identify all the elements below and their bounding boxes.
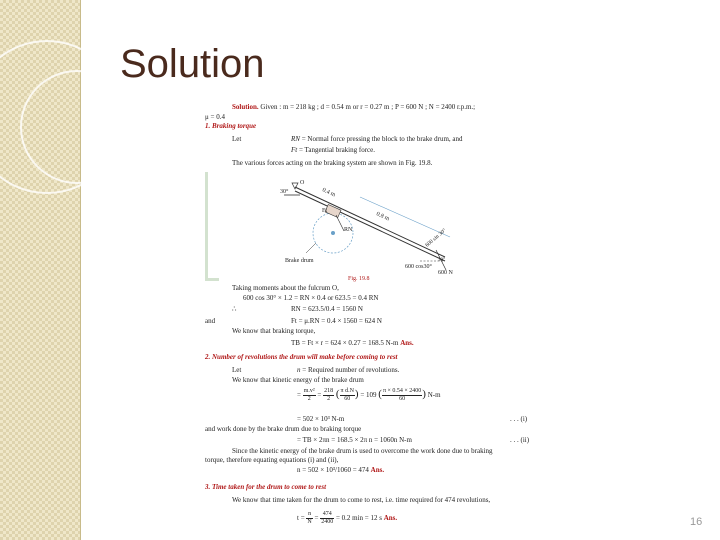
ke-mid: = 109: [360, 391, 377, 400]
ke-den-2: 2: [327, 396, 331, 402]
ke-result: = 502 × 10³ N-m: [297, 415, 345, 423]
time-intro: We know that time taken for the drum to come to rest, i.e. time required for 474 revolutions,: [232, 496, 491, 504]
ke-equation: = $\frac{\text{m.v²}}{2}$ = $\frac{218}{2}$ ( $\frac{\text{π d.N}}{60}$ ) = 109 ( $\frac{\pi \times 0.54 \times 2400}{60}$ ) N-m: [297, 388, 441, 402]
t-den-1: N: [307, 519, 312, 525]
figure-caption: Fig. 19.8: [348, 276, 370, 282]
p-load-label: 600 N: [438, 270, 453, 276]
forces-text: The various forces acting on the braking system are shown in Fig. 19.8.: [232, 159, 433, 167]
let-label: Let: [232, 135, 242, 143]
n-answer: Ans.: [370, 466, 385, 474]
moment-equation: 600 cos 30° × 1.2 = RN × 0.4 or 623.5 = 0.4 RN: [243, 294, 379, 302]
torque-equation: TB = Ft × r = 624 × 0.27 = 168.5 N-m: [291, 339, 399, 347]
brake-block: [325, 204, 341, 217]
ke-num-1: m.v²: [303, 388, 315, 394]
ke-inner-den: 60: [344, 396, 351, 402]
p-sin-label: 600 sin 30°: [424, 227, 448, 249]
accent-bar: [205, 172, 208, 280]
rn-symbol: RN: [291, 135, 300, 143]
therefore-symbol: ∴: [232, 305, 237, 313]
n-result: n = 502 × 10³/1060 = 474: [297, 466, 369, 474]
since-text-2: torque, therefore equating equations (i) and (ii),: [205, 456, 339, 464]
since-text-1: Since the kinetic energy of the brake drum is used to overcome the work done due to braking: [232, 447, 493, 455]
eq-ref-i: . . . (i): [510, 415, 528, 423]
ke-den-1: 2: [307, 396, 311, 402]
torque-answer: Ans.: [400, 339, 414, 347]
n-symbol: n: [297, 366, 301, 374]
angle-top-label: 30°: [280, 189, 289, 195]
t-den-2: 2400: [321, 519, 334, 525]
ft-label: Ft: [322, 208, 328, 214]
rn-arrow: [336, 215, 344, 231]
page-number: 16: [690, 516, 703, 528]
t-result: = 0.2 min = 12 s: [335, 514, 382, 523]
slide-title: Solution: [120, 42, 265, 86]
torque-intro: We know that braking torque,: [232, 327, 316, 335]
ke-unit: N-m: [427, 391, 441, 400]
decor-arc-2: [20, 70, 134, 184]
work-intro: and work done by the brake drum due to braking torque: [205, 425, 362, 433]
t-label: t =: [297, 514, 305, 523]
t-num-1: n: [308, 511, 312, 517]
ke-intro: We know that kinetic energy of the brake drum: [232, 376, 364, 384]
ft-result: Ft = μ.RN = 0.4 × 1560 = 624 N: [291, 317, 382, 325]
ft-symbol: Ft: [291, 146, 298, 154]
ke-inner-num: π d.N: [340, 388, 354, 394]
rn-result: RN = 623.5/0.4 = 1560 N: [291, 305, 363, 313]
work-equation: = TB × 2πn = 168.5 × 2π n = 1060n N-m: [297, 436, 412, 444]
mu-value: μ = 0.4: [205, 113, 225, 121]
angle-p-label: 30°: [438, 258, 445, 263]
drum-leader-line: [306, 243, 316, 253]
ke-num-3: π × 0.54 × 2400: [382, 388, 422, 394]
section-2-title: 2. Number of revolutions the drum will make before coming to rest: [205, 353, 398, 361]
p-cos-label: 600 cos30°: [405, 264, 432, 270]
ft-definition: = Tangential braking force.: [298, 146, 376, 154]
accent-bar-foot: [205, 278, 219, 281]
section-1-title: 1. Braking torque: [205, 122, 257, 130]
section-3-title: 3. Time taken for the drum to come to rest: [205, 483, 327, 491]
and-label: and: [205, 317, 216, 325]
brake-lever: [295, 187, 450, 261]
drum-center: [331, 231, 335, 235]
let-label-2: Let: [232, 366, 242, 374]
given-text: Given : m = 218 kg ; d = 0.54 m or r = 0.27 m ; P = 600 N ; N = 2400 r.p.m.;: [260, 103, 476, 111]
brake-figure: [270, 175, 460, 285]
given-label: Solution.: [232, 103, 259, 111]
t-answer: Ans.: [383, 514, 398, 523]
moments-text: Taking moments about the fulcrum O,: [232, 284, 339, 292]
len-0.4-label: 0.4 m: [321, 187, 337, 199]
fulcrum-label: O: [300, 180, 305, 186]
n-definition: = Required number of revolutions.: [302, 366, 400, 374]
rn-label: RN: [344, 227, 353, 233]
ke-den-3: 60: [399, 396, 406, 402]
rn-definition: = Normal force pressing the block to the brake drum, and: [301, 135, 463, 143]
ke-num-2: 218: [324, 388, 334, 394]
t-num-2: 474: [320, 511, 334, 519]
len-0.8-label: 0.8 m: [375, 211, 391, 223]
brake-drum-label: Brake drum: [285, 258, 314, 264]
eq-ref-ii: . . . (ii): [510, 436, 530, 444]
time-equation: t = $\frac{n}{N}$ = $\frac{474}{2400}$ = 0.2 min = 12 s Ans.: [297, 511, 398, 525]
